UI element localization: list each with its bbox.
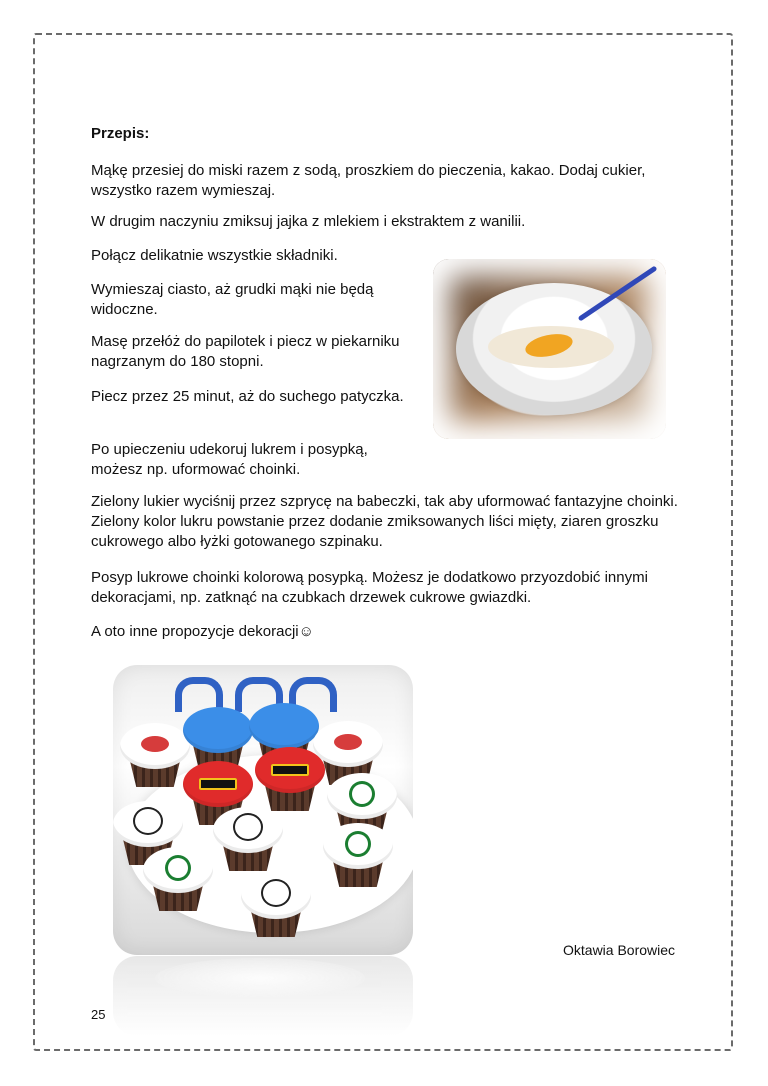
cupcake-decoration <box>334 734 362 750</box>
snowman-cupcake <box>241 873 311 939</box>
belt-decoration <box>199 778 237 790</box>
pudding-decoration <box>165 855 191 881</box>
snowman-decoration <box>261 879 291 907</box>
recipe-paragraph-10: A oto inne propozycje dekoracji☺ <box>91 623 314 640</box>
belt-decoration <box>271 764 309 776</box>
plate-reflection <box>155 958 365 998</box>
pudding-decoration <box>345 831 371 857</box>
holly-decoration <box>349 781 375 807</box>
recipe-heading: Przepis: <box>91 125 150 142</box>
recipe-paragraph-5: Masę przełóż do papilotek i piecz w piekarniku nagrzanym do 180 stopni. <box>91 333 400 370</box>
recipe-paragraph-2: W drugim naczyniu zmiksuj jajka z mlekiem i ekstraktem z wanilii. <box>91 213 526 230</box>
snowman-decoration <box>133 807 163 835</box>
snowman-decoration <box>233 813 263 841</box>
recipe-paragraph-4: Wymieszaj ciasto, aż grudki mąki nie będą widoczne. <box>91 281 374 318</box>
recipe-paragraph-8: Zielony lukier wyciśnij przez szprycę na babeczki, tak aby uformować fantazyjne choinki. Zielony kolor lukru powstanie przez dodanie zmiksowanych liści mięty, ziaren groszku cukrowego albo łyżki gotowanego szpinaku. <box>91 493 678 550</box>
mixing-bowl-photo <box>433 259 666 439</box>
recipe-paragraph-9: Posyp lukrowe choinki kolorową posypką. Możesz je dodatkowo przyozdobić innymi dekoracjami, np. zatknąć na czubkach drzewek cukrowe gwiazdki. <box>91 569 648 606</box>
page-number: 25 <box>91 1007 106 1022</box>
cupcakes-photo-reflection <box>113 956 413 1036</box>
cupcake-frosting <box>249 703 319 749</box>
recipe-paragraph-1: Mąkę przesiej do miski razem z sodą, proszkiem do pieczenia, kakao. Dodaj cukier, wszystko razem wymieszaj. <box>91 162 646 199</box>
recipe-paragraph-7: Po upieczeniu udekoruj lukrem i posypką, możesz np. uformować choinki. <box>91 441 368 478</box>
cupcake-frosting <box>183 707 253 753</box>
cupcake-decoration <box>141 736 169 752</box>
recipe-paragraph-3: Połącz delikatnie wszystkie składniki. <box>91 247 338 264</box>
pudding-cupcake <box>323 823 393 889</box>
decorated-cupcakes-photo <box>113 665 413 955</box>
snowman-cupcake <box>213 807 283 873</box>
recipe-paragraph-6: Piecz przez 25 minut, aż do suchego patyczka. <box>91 388 404 405</box>
santa-belt-cupcake <box>255 747 325 813</box>
author-name: Oktawia Borowiec <box>563 942 676 958</box>
pudding-cupcake <box>143 847 213 913</box>
cupcake-santa-legs <box>120 723 190 789</box>
